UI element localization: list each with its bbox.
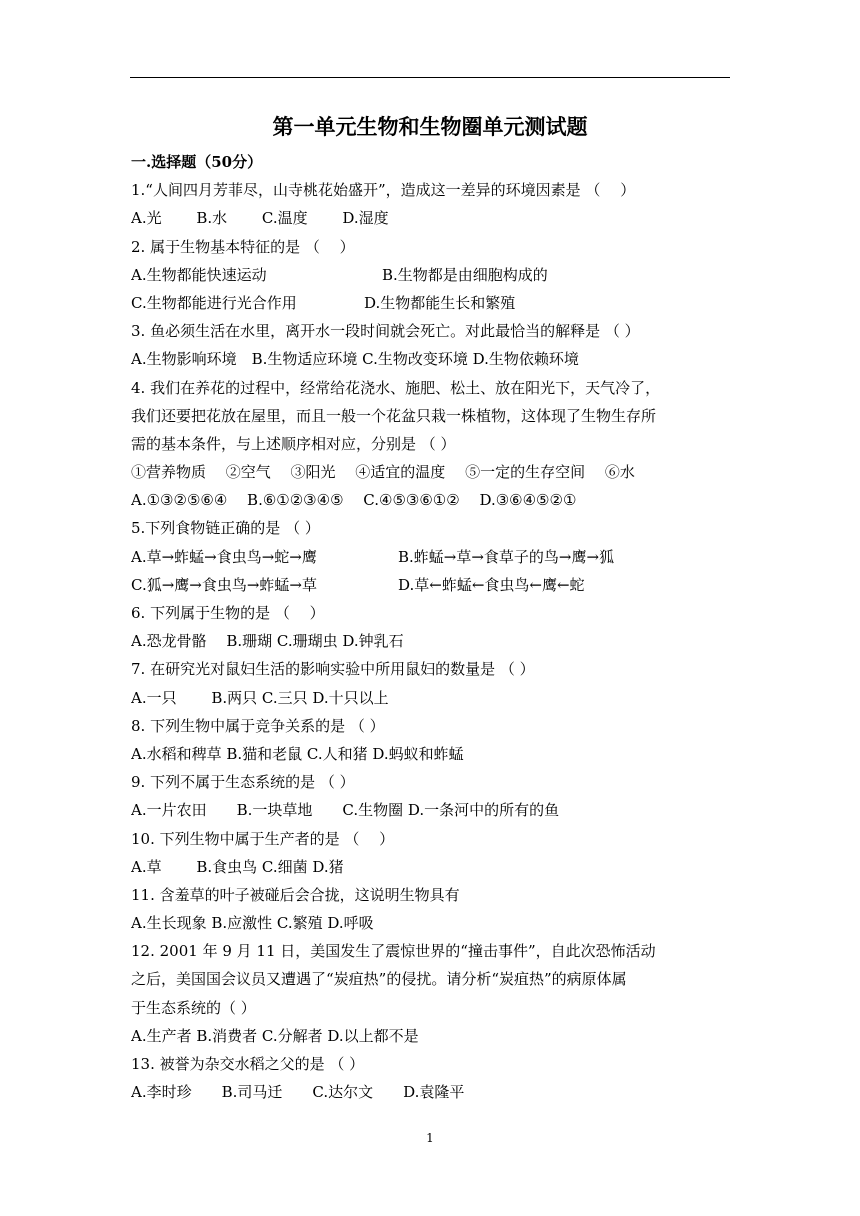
question-8-options: A.水稻和稗草 B.猫和老鼠 C.人和猪 D.蚂蚁和蚱蜢 (131, 744, 464, 763)
question-2: 2. 属于生物基本特征的是 （ ） (131, 237, 355, 256)
question-13: 13. 被誉为杂交水稻之父的是 （ ） (131, 1055, 365, 1073)
question-12-line-1: 12. 2001 年 9 月 11 日，美国发生了震惊世界的“撞击事件”，自此次恐怖活动 (131, 942, 656, 961)
question-4-conditions: ①营养物质 ②空气 ③阳光 ④适宜的温度 ⑤一定的生存空间 ⑥水 (131, 463, 635, 482)
question-12-options: A.生产者 B.消费者 C.分解者 D.以上都不是 (131, 1026, 419, 1045)
question-2-options-row-2 (131, 289, 731, 317)
question-9-options: A.一片农田 B.一块草地 C.生物圈 D.一条河中的所有的鱼 (131, 801, 560, 820)
question-12-line-2: 之后，美国国会议员又遭遇了“炭疽热”的侵扰。请分析“炭疽热”的病原体属 (131, 970, 627, 989)
option-c: C.狐→鹰→食虫鸟→蚱蜢→草 (131, 575, 317, 594)
question-list (131, 148, 731, 1106)
question-12-line-3: 于生态系统的（ ） (131, 998, 256, 1017)
question-13-options: A.李时珍 B.司马迁 C.达尔文 D.袁隆平 (131, 1083, 465, 1102)
question-7-options: A.一只 B.两只 C.三只 D.十只以上 (131, 688, 389, 707)
section-heading: 一.选择题（50分） (131, 153, 263, 171)
question-2-options-row-1 (131, 261, 731, 289)
option-b: B.生物都是由细胞构成的 (382, 265, 548, 284)
option-b: B.蚱蜢→草→食草子的鸟→鹰→狐 (398, 547, 615, 566)
document-title: 第一单元生物和生物圈单元测试题 (272, 114, 588, 139)
question-4-line-1: 4. 我们在养花的过程中，经常给花浇水、施肥、松土、放在阳光下，天气冷了， (131, 378, 661, 397)
question-5-options-row-1 (131, 543, 731, 571)
option-c: C.生物都能进行光合作用 (131, 293, 297, 312)
question-5: 5.下列食物链正确的是 （ ） (131, 519, 320, 538)
option-a: A.草→蚱蜢→食虫鸟→蛇→鹰 (131, 547, 317, 566)
question-6: 6. 下列属于生物的是 （ ） (131, 604, 325, 622)
question-7: 7. 在研究光对鼠妇生活的影响实验中所用鼠妇的数量是 （ ） (131, 660, 535, 679)
question-9: 9. 下列不属于生态系统的是 （ ） (131, 773, 355, 792)
question-6-options: A.恐龙骨骼 B.珊瑚 C.珊瑚虫 D.钟乳石 (131, 632, 404, 651)
question-8: 8. 下列生物中属于竞争关系的是 （ ） (131, 716, 385, 735)
page-number: 1 (426, 1131, 434, 1145)
question-11: 11. 含羞草的叶子被碰后会合拢，这说明生物具有 (131, 885, 460, 904)
option-d: D.草←蚱蜢←食虫鸟←鹰←蛇 (398, 575, 585, 594)
question-1: 1.“人间四月芳菲尽，山寺桃花始盛开”，造成这一差异的环境因素是 （ ） (131, 181, 636, 200)
question-4-line-2: 我们还要把花放在屋里，而且一般一个花盆只栽一株植物，这体现了生物生存所 (131, 406, 657, 425)
option-d: D.生物都能生长和繁殖 (364, 293, 516, 312)
question-4-line-3: 需的基本条件，与上述顺序相对应，分别是 （ ） (131, 434, 456, 453)
question-10-options: A.草 B.食虫鸟 C.细菌 D.猪 (131, 857, 344, 876)
question-3: 3. 鱼必须生活在水里，离开水一段时间就会死亡。对此最恰当的解释是 （ ） (131, 322, 640, 341)
question-3-options: A.生物影响环境 B.生物适应环境 C.生物改变环境 D.生物依赖环境 (131, 350, 579, 369)
question-1-options: A.光 B.水 C.温度 D.湿度 (131, 209, 389, 228)
question-5-options-row-2 (131, 571, 731, 599)
header-rule (130, 77, 730, 78)
question-10: 10. 下列生物中属于生产者的是 （ ） (131, 829, 395, 848)
question-11-options: A.生长现象 B.应激性 C.繁殖 D.呼吸 (131, 914, 374, 933)
option-a: A.生物都能快速运动 (131, 265, 267, 284)
question-4-options: A.①③②⑤⑥④ B.⑥①②③④⑤ C.④⑤③⑥①② D.③⑥④⑤②① (131, 491, 577, 510)
